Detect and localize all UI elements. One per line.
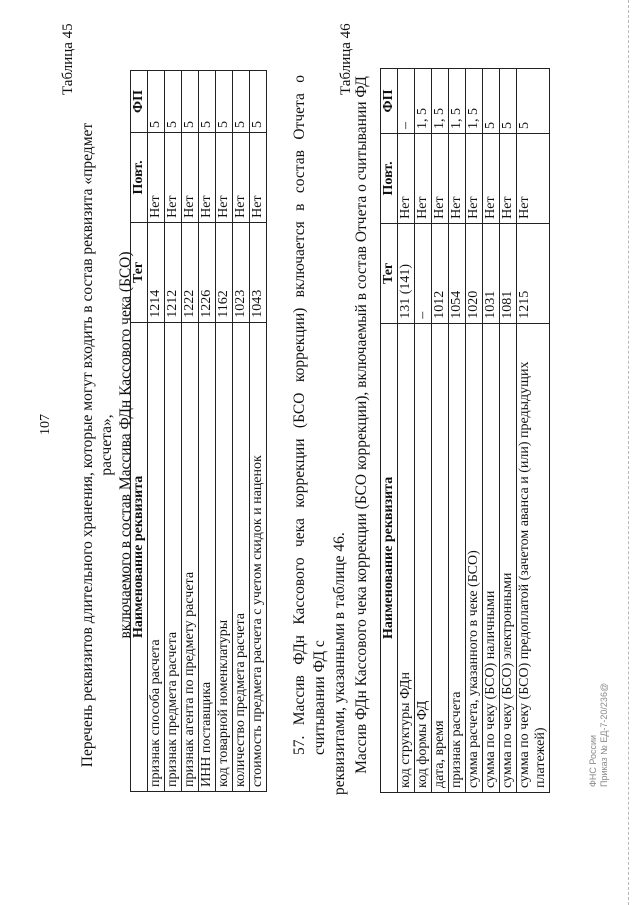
table-row (466, 69, 483, 793)
cell-name: код формы ФД (415, 323, 432, 792)
cell-name: сумма по чеку (БСО) электронными (500, 323, 517, 792)
cell-fp: 1, 5 (449, 69, 466, 134)
cell-tag: 1226 (199, 222, 216, 322)
cell-name: признак предмета расчета (165, 322, 182, 791)
cell-tag: 1054 (449, 223, 466, 323)
cell-repeat: Нет (216, 132, 233, 222)
cell-name: стоимость предмета расчета с учетом скидок и наценок (250, 322, 267, 791)
table-45-intro-line2: включаемого в состав Массива ФДн Кассового чека (БСО) (117, 251, 134, 639)
table-46-header-repeat: Повт. (381, 133, 398, 223)
cell-tag: 1215 (517, 223, 550, 323)
table-45-header-row (131, 71, 148, 792)
cell-repeat: Нет (449, 133, 466, 223)
cell-tag: 1020 (466, 223, 483, 323)
cell-fp: 5 (199, 71, 216, 133)
table-row (432, 69, 449, 793)
cell-repeat: Нет (415, 133, 432, 223)
table-row (216, 71, 233, 792)
cell-tag: 1212 (165, 222, 182, 322)
cell-tag: 131 (141) (398, 223, 415, 323)
page-edge-divider (628, 0, 629, 905)
table-45-header-fp: ФП (131, 71, 148, 133)
table-row (398, 69, 415, 793)
cell-name: ИНН поставщика (199, 322, 216, 791)
cell-repeat: Нет (233, 132, 250, 222)
cell-name: сумма по чеку (БСО) наличными (483, 323, 500, 792)
cell-name: количество предмета расчета (233, 322, 250, 791)
cell-repeat: Нет (182, 132, 199, 222)
table-row (250, 71, 267, 792)
paragraph-57-line2: реквизитами, указанными в таблице 46. (331, 532, 348, 795)
stamp-line2: Приказ № ЕД-7-20/236@ (599, 682, 609, 787)
cell-tag: 1081 (500, 223, 517, 323)
table-45-header-name: Наименование реквизита (131, 322, 148, 791)
cell-tag: 1023 (233, 222, 250, 322)
cell-fp: – (398, 69, 415, 134)
cell-fp: 1, 5 (432, 69, 449, 134)
cell-tag: 1222 (182, 222, 199, 322)
table-row (233, 71, 250, 792)
cell-name: сумма расчета, указанного в чеке (БСО) (466, 323, 483, 792)
cell-fp: 1, 5 (466, 69, 483, 134)
cell-fp: 5 (182, 71, 199, 133)
registration-stamp (588, 683, 610, 787)
cell-fp: 5 (148, 71, 165, 133)
table-46-header-fp: ФП (381, 69, 398, 134)
stamp-line1: ФНС России (588, 734, 598, 787)
cell-fp: 5 (483, 69, 500, 134)
table-45-intro-line1: Перечень реквизитов длительного хранения, которые могут входить в состав реквизита «предмет расчета», (79, 122, 115, 768)
table-46-header-tag: Тег (381, 223, 398, 323)
cell-tag: 1031 (483, 223, 500, 323)
cell-tag: 1214 (148, 222, 165, 322)
cell-tag: 1043 (250, 222, 267, 322)
table-row (483, 69, 500, 793)
cell-repeat: Нет (466, 133, 483, 223)
cell-name: сумма по чеку (БСО) предоплатой (зачетом аванса и (или) предыдущих платежей) (517, 323, 550, 792)
cell-fp: 5 (500, 69, 517, 134)
cell-fp: 5 (517, 69, 550, 134)
page-number: 107 (38, 414, 53, 435)
table-45 (130, 70, 267, 792)
table-row (148, 71, 165, 792)
cell-repeat: Нет (250, 132, 267, 222)
paragraph-57-line1: 57. Массив ФДн Кассового чека коррекции (БСО коррекции) включается в состав Отчета о считывании ФД с (291, 75, 328, 755)
cell-repeat: Нет (148, 132, 165, 222)
table-45-header-repeat: Повт. (131, 132, 148, 222)
table-row (500, 69, 517, 793)
table-46-caption: Таблица 46 (338, 23, 354, 95)
table-45-header-tag: Тег (131, 222, 148, 322)
cell-repeat: Нет (432, 133, 449, 223)
table-46-header-name: Наименование реквизита (381, 323, 398, 792)
cell-fp: 5 (250, 71, 267, 133)
table-row (165, 71, 182, 792)
cell-tag: – (415, 223, 432, 323)
paragraph-57 (290, 75, 350, 795)
cell-repeat: Нет (517, 133, 550, 223)
cell-name: код товарной номенклатуры (216, 322, 233, 791)
cell-tag: 1012 (432, 223, 449, 323)
cell-repeat: Нет (199, 132, 216, 222)
table-46-title: Массив ФДн Кассового чека коррекции (БСО коррекции), включаемый в состав Отчета о считывании ФД (353, 76, 370, 774)
table-row (182, 71, 199, 792)
cell-name: признак расчета (449, 323, 466, 792)
cell-tag: 1162 (216, 222, 233, 322)
cell-name: дата, время (432, 323, 449, 792)
table-row (449, 69, 466, 793)
table-row (199, 71, 216, 792)
cell-repeat: Нет (165, 132, 182, 222)
table-row (517, 69, 550, 793)
cell-repeat: Нет (398, 133, 415, 223)
cell-repeat: Нет (500, 133, 517, 223)
cell-repeat: Нет (483, 133, 500, 223)
cell-fp: 5 (216, 71, 233, 133)
table-row (415, 69, 432, 793)
cell-fp: 5 (165, 71, 182, 133)
cell-name: код структуры ФДн (398, 323, 415, 792)
table-46 (380, 68, 550, 793)
cell-name: признак способа расчета (148, 322, 165, 791)
cell-fp: 1, 5 (415, 69, 432, 134)
table-45-intro (78, 95, 135, 795)
cell-fp: 5 (233, 71, 250, 133)
cell-name: признак агента по предмету расчета (182, 322, 199, 791)
table-46-header-row (381, 69, 398, 793)
table-45-caption: Таблица 45 (60, 23, 76, 95)
